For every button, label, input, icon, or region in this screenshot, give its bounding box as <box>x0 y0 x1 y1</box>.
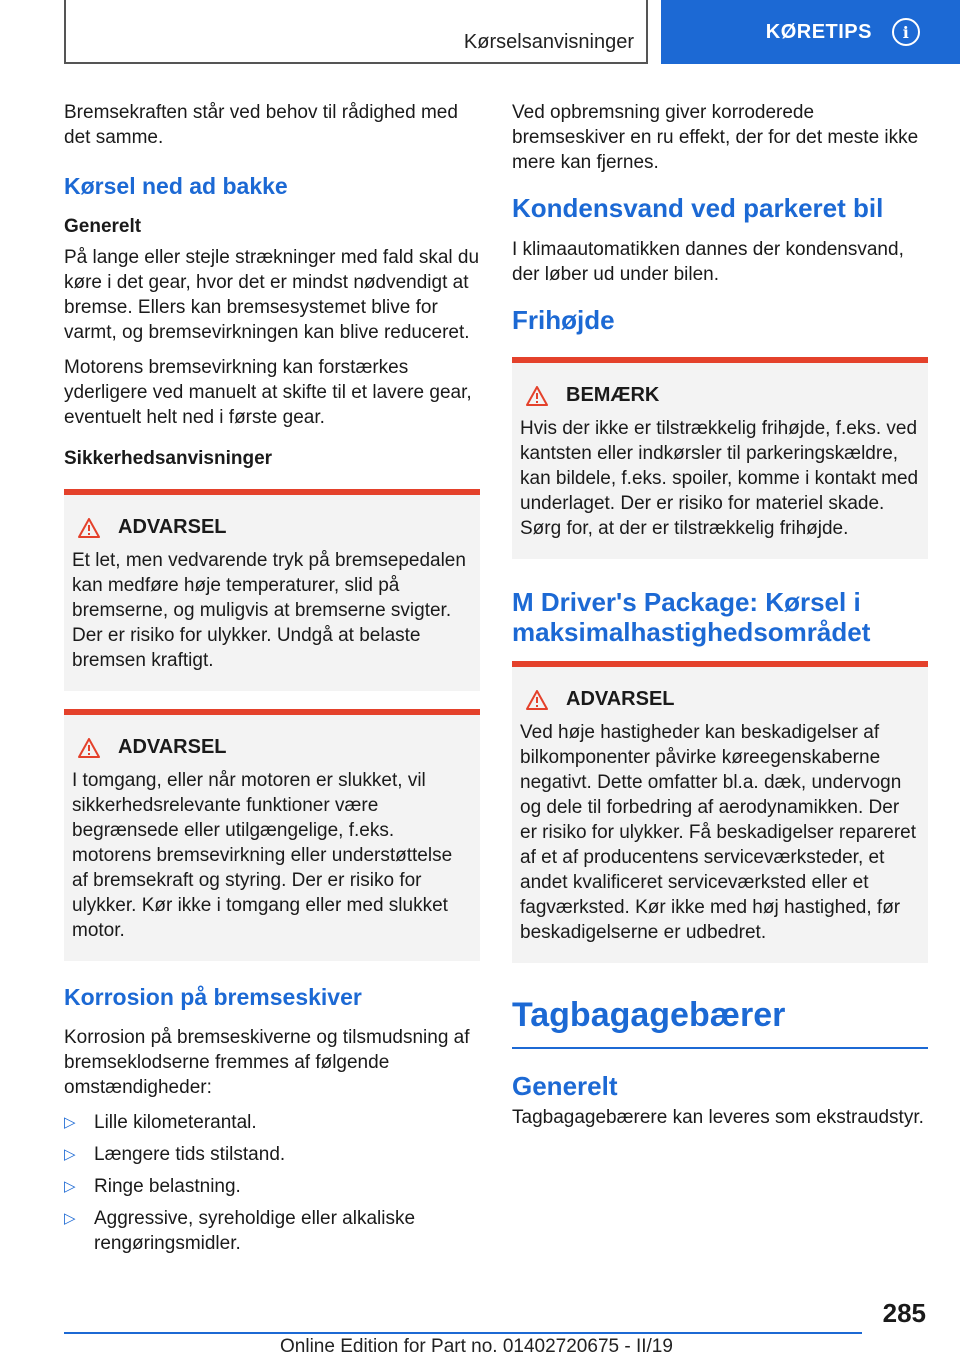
list-item: ▷ Ringe belastning. <box>64 1176 241 1197</box>
warning-box <box>64 709 480 961</box>
heading-ground-clearance: Frihøjde <box>512 305 615 335</box>
warning-triangle-icon <box>526 386 548 406</box>
heading-downhill: Kørsel ned ad bakke <box>64 173 288 199</box>
paragraph-engine-braking: Motorens bremsevirkning kan forstærkes yderligere ved manuelt at skifte til et lavere gear, eventuelt helt ned i første gear. <box>64 357 472 428</box>
notice-title: BEMÆRK <box>566 384 660 406</box>
triangle-bullet-icon: ▷ <box>64 1146 76 1163</box>
header-section-tab <box>64 0 648 64</box>
corrosion-causes-list <box>64 1110 480 1256</box>
page-number: 285 <box>882 1298 926 1328</box>
paragraph-corrosion: Korrosion på bremseskiverne og tilsmudsning af bremseklodserne fremmes af følgende omstændigheder: <box>64 1027 470 1098</box>
warning-triangle-icon <box>78 518 100 538</box>
intro-paragraph: Bremsekraften står ved behov til rådighed med det samme. <box>64 102 458 148</box>
warning-header <box>72 515 472 540</box>
notice-box <box>512 357 928 559</box>
paragraph-downhill: På lange eller stejle strækninger med fald skal du køre i det gear, hvor det er mindst nødvendigt at bremse. Ellers kan bremsesystemet blive for varmt, og bremsevirkningen kan blive reduceret. <box>64 247 480 343</box>
warning-box <box>64 489 480 691</box>
right-column <box>512 100 928 1140</box>
warning-box <box>512 661 928 963</box>
triangle-bullet-icon: ▷ <box>64 1114 76 1131</box>
header-section-label: Kørselsanvisninger <box>463 31 634 53</box>
warning-title: ADVARSEL <box>118 736 227 758</box>
warning-text: I tomgang, eller når motoren er slukket, vil sikkerhedsrelevante funktioner være begrænsede eller utilgængelige, f.eks. motorens bremsevirkning eller understøttelse af bremsekraft og styring. Der er risiko for ulykker. Kør ikke i tomgang eller med slukket motor. <box>72 770 453 941</box>
footer-divider <box>64 1332 862 1334</box>
warning-text: Et let, men vedvarende tryk på bremsepedalen kan medføre høje temperaturer, slid på bremserne, og muligvis at bremserne svigter. Der er risiko for ulykker. Undgå at belaste bremsen kraftigt. <box>72 550 466 671</box>
heading-general: Generelt <box>512 1071 618 1101</box>
warning-triangle-icon <box>78 738 100 758</box>
list-item: ▷ Lille kilometerantal. <box>64 1112 257 1133</box>
header-chapter-tab[interactable] <box>661 0 960 64</box>
list-item: ▷ Længere tids stilstand. <box>64 1144 286 1165</box>
chapter-title-roof-rack: Tagbagagebærer <box>512 993 928 1049</box>
notice-header <box>520 383 920 408</box>
list-item: ▷ Aggressive, syreholdige eller alkaliske rengøringsmidler. <box>64 1208 416 1254</box>
heading-safety: Sikkerhedsanvisninger <box>64 448 273 469</box>
header-chapter-label: KØRETIPS <box>765 20 872 43</box>
warning-title: ADVARSEL <box>118 516 227 538</box>
heading-m-drivers-package: M Driver's Package: Kørsel i maksimalhastighedsområdet <box>512 587 871 647</box>
warning-header <box>72 735 472 760</box>
heading-corrosion: Korrosion på bremseskiver <box>64 984 362 1010</box>
notice-text: Hvis der ikke er tilstrækkelig frihøjde, f.eks. ved kantsten eller indkørsler til parkeringskældre, kan bildele, f.eks. spoiler, komme i kontakt med underlaget. Der er risiko for materiel skade. Sørg for, at der er tilstrækkelig frihøjde. <box>520 418 919 539</box>
info-icon[interactable]: i <box>892 18 920 46</box>
triangle-bullet-icon: ▷ <box>64 1178 76 1195</box>
heading-condensation: Kondensvand ved parkeret bil <box>512 193 884 223</box>
warning-text: Ved høje hastigheder kan beskadigelser af bilkomponenter påvirke køreegenskaberne negativt. Dette omfatter bl.a. dæk, undervogn og dele til forbedring af aerodynamikken. Der er risiko for ulykker. Få beskadigelser repareret af et af producentens serviceværksteder, et andet kvalificeret serviceværksted eller et fagværksted. Kør ikke med høj hastighed, før beskadigelserne er udbedret. <box>520 722 916 943</box>
left-column <box>64 100 480 1263</box>
paragraph-roof-rack: Tagbagagebærere kan leveres som ekstraudstyr. <box>512 1107 924 1128</box>
heading-general: Generelt <box>64 216 142 237</box>
paragraph-corroded-discs: Ved opbremsning giver korroderede bremseskiver en ru effekt, der for det meste ikke mere kan fjernes. <box>512 102 919 173</box>
warning-header <box>520 687 920 712</box>
warning-title: ADVARSEL <box>566 688 675 710</box>
paragraph-condensation: I klimaautomatikken dannes der kondensvand, der løber ud under bilen. <box>512 239 904 285</box>
warning-triangle-icon <box>526 690 548 710</box>
triangle-bullet-icon: ▷ <box>64 1210 76 1227</box>
footer-edition: Online Edition for Part no. 01402720675 - II/19 <box>280 1336 673 1357</box>
